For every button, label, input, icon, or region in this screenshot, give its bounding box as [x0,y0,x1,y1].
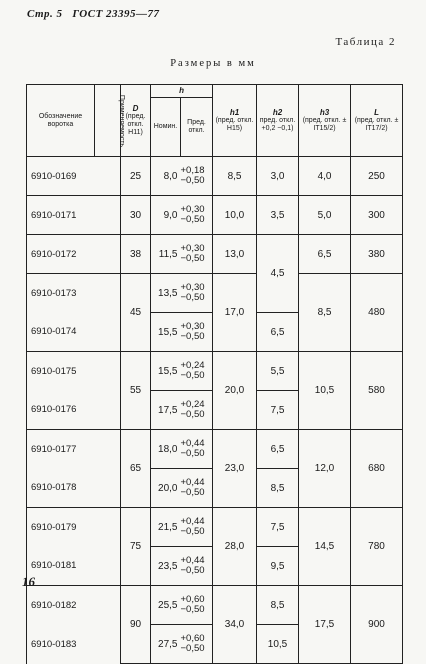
table-cell: 20,0 [213,352,257,430]
table-row [27,274,403,313]
table-cell [95,313,121,352]
table-cell: +0,24 −0,50 [181,352,213,391]
table-cell: 6910-0181 [27,547,95,586]
page-label: Стр. 5 [27,8,63,20]
table-cell: 15,5 [151,352,181,391]
table-cell: 38 [121,235,151,274]
col-h2: h2 пред. откл. +0,2 −0,1) [257,85,299,157]
table-cell: 900 [351,586,403,664]
table-cell: 8,5 [257,586,299,625]
table-cell: 11,5 [151,235,181,274]
table-cell: 10,5 [299,352,351,430]
table-row [27,430,403,469]
col-h1: h1 (пред. откл. H15) [213,85,257,157]
table-cell: 6910-0174 [27,313,95,352]
table-cell [95,547,121,586]
table-label: Таблица 2 [335,36,396,48]
table-cell: +0,44 −0,50 [181,430,213,469]
table-cell: 8,5 [213,157,257,196]
table-cell: +0,60 −0,50 [181,586,213,625]
table-cell [95,235,121,274]
table-cell: 680 [351,430,403,508]
table-cell [95,391,121,430]
table-cell [95,196,121,235]
table-cell [95,157,121,196]
table-cell: 21,5 [151,508,181,547]
table-cell: 6910-0173 [27,274,95,313]
col-h-nominal: Номин. [151,98,181,157]
table-cell: 17,5 [151,391,181,430]
table-cell: 8,5 [299,274,351,352]
table-cell: +0,18 −0,50 [181,157,213,196]
col-h3: h3 (пред. откл. ± IT15/2) [299,85,351,157]
table-cell [95,469,121,508]
table-cell: 380 [351,235,403,274]
table-cell: 4,5 [257,235,299,313]
table-cell: 18,0 [151,430,181,469]
table-cell: 3,5 [257,196,299,235]
table-cell: 10,0 [213,196,257,235]
table-row [27,352,403,391]
table-cell [95,430,121,469]
table-row [27,586,403,625]
table-cell: 6910-0172 [27,235,95,274]
table-cell: 9,0 [151,196,181,235]
table-cell: 6910-0176 [27,391,95,430]
table-cell: +0,44 −0,50 [181,469,213,508]
table-cell: +0,24 −0,50 [181,391,213,430]
table-cell: 17,5 [299,586,351,664]
col-h: h [151,85,213,98]
table-cell: 480 [351,274,403,352]
table-cell: 5,0 [299,196,351,235]
table-caption: Размеры в мм [170,58,256,69]
table-cell: 3,0 [257,157,299,196]
table-cell: 8,5 [257,469,299,508]
page-number: 16 [22,574,35,589]
table-cell: 90 [121,586,151,664]
table-cell: 25 [121,157,151,196]
col-applicability: Применяемость [95,85,121,157]
table-cell: 23,0 [213,430,257,508]
table-cell: +0,60 −0,50 [181,625,213,664]
table-cell: 34,0 [213,586,257,664]
table-cell [95,274,121,313]
table-cell: 6,5 [299,235,351,274]
table-cell: 13,5 [151,274,181,313]
table-cell: 8,0 [151,157,181,196]
table-cell: +0,30 −0,50 [181,196,213,235]
col-D: D (пред. откл. H11) [121,85,151,157]
table-cell: 65 [121,430,151,508]
dimensions-table [26,84,403,664]
table-cell: +0,30 −0,50 [181,274,213,313]
table-cell [95,508,121,547]
table-cell: 6910-0171 [27,196,95,235]
table-cell: 30 [121,196,151,235]
table-row [27,196,403,235]
table-cell: 5,5 [257,352,299,391]
table-cell: 300 [351,196,403,235]
table-cell: 27,5 [151,625,181,664]
table-cell: 7,5 [257,508,299,547]
table-cell: 6910-0182 [27,586,95,625]
table-cell: 75 [121,508,151,586]
table-cell: +0,44 −0,50 [181,547,213,586]
table-cell: +0,30 −0,50 [181,313,213,352]
table-cell: 17,0 [213,274,257,352]
standard-number: ГОСТ 23395—77 [72,8,160,20]
table-cell: 6910-0178 [27,469,95,508]
table-cell: 20,0 [151,469,181,508]
table-cell: 6,5 [257,313,299,352]
table-cell: 12,0 [299,430,351,508]
table-cell: 6910-0177 [27,430,95,469]
table-cell: 25,5 [151,586,181,625]
table-row [27,508,403,547]
table-cell [95,625,121,664]
table-cell: +0,30 −0,50 [181,235,213,274]
table-cell: 6910-0175 [27,352,95,391]
table-cell: 9,5 [257,547,299,586]
table-cell: 45 [121,274,151,352]
table-cell [95,586,121,625]
table-cell: 6910-0179 [27,508,95,547]
table-cell: 4,0 [299,157,351,196]
table-cell: 6,5 [257,430,299,469]
table-cell: 6910-0183 [27,625,95,664]
running-header [27,8,160,20]
table-cell: 580 [351,352,403,430]
table-cell: 6910-0169 [27,157,95,196]
table-cell: 780 [351,508,403,586]
table-cell: 10,5 [257,625,299,664]
table-cell [95,352,121,391]
col-L: L (пред. откл. ± IT17/2) [351,85,403,157]
table-cell: 14,5 [299,508,351,586]
table-cell: 23,5 [151,547,181,586]
col-designation: Обозначение воротка [27,85,95,157]
table-cell: 7,5 [257,391,299,430]
table-cell: 13,0 [213,235,257,274]
table-cell: 55 [121,352,151,430]
table-cell: 28,0 [213,508,257,586]
table-row [27,235,403,274]
table-cell: 15,5 [151,313,181,352]
col-h-tolerance: Пред. откл. [181,98,213,157]
table-row [27,157,403,196]
table-cell: 250 [351,157,403,196]
table-cell: +0,44 −0,50 [181,508,213,547]
